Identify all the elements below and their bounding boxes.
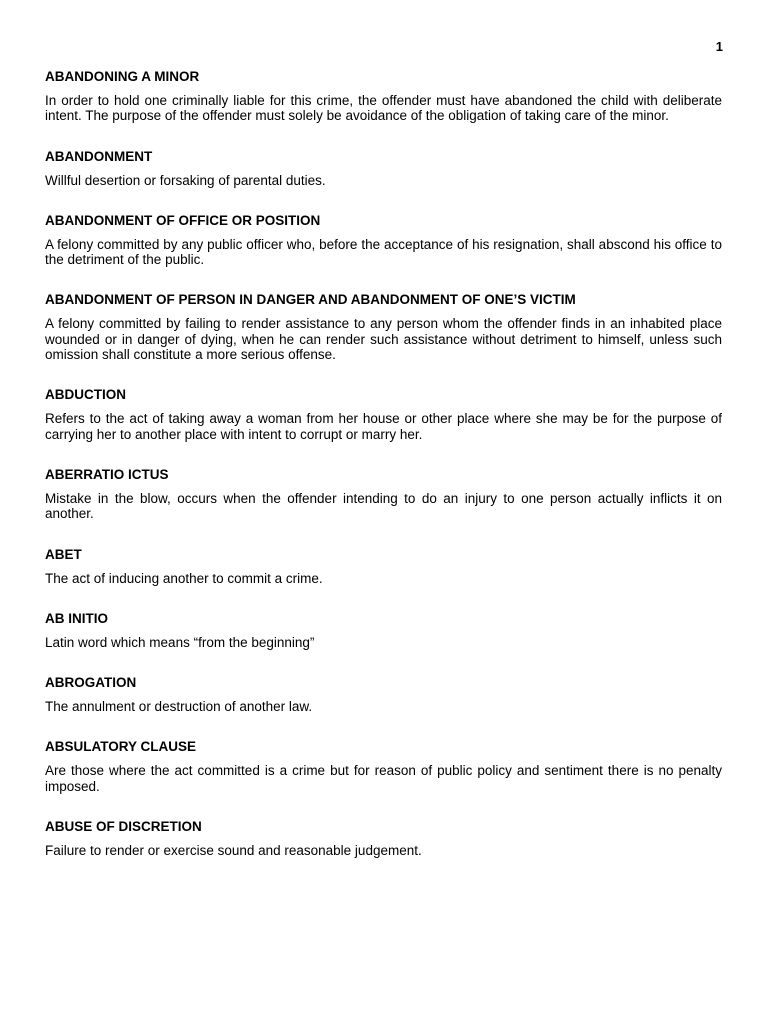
entry-term: ABDUCTION [45,387,126,403]
entry-definition: The annulment or destruction of another law. [45,699,313,715]
entry-definition: Mistake in the blow, occurs when the offender intending to do an injury to one person actually inflicts it on another. [45,490,722,522]
entry-definition: Latin word which means “from the beginning” [45,634,315,650]
entry-term: ABUSE OF DISCRETION [45,819,202,835]
entry-term: AB INITIO [45,610,108,626]
entry-term: ABANDONMENT OF OFFICE OR POSITION [45,212,321,228]
entry-definition: Failure to render or exercise sound and reasonable judgement. [45,843,422,859]
glossary-entry [45,69,722,124]
glossary-entry [45,149,722,188]
glossary-entry [45,213,722,268]
glossary-entry [45,387,722,442]
entry-definition: In order to hold one criminally liable for this crime, the offender must have abandoned the child with deliberate intent. The purpose of the offender must solely be avoidance of the obligation of taking care of the minor. [45,93,722,124]
entry-term: ABET [45,546,82,562]
entry-term: ABROGATION [45,675,137,691]
entry-term: ABANDONMENT OF PERSON IN DANGER AND ABANDONMENT OF ONE’S VICTIM [45,292,576,308]
page-number: 1 [715,39,723,54]
entry-definition: A felony committed by failing to render assistance to any person whom the offender finds in an inhabited place wounded or in danger of dying, when he can render such assistance without detriment to himself, unless such omission shall constitute a more serious offense. [45,316,722,363]
glossary-entry [45,819,722,858]
glossary-entries [45,69,722,883]
entry-definition: Willful desertion or forsaking of parental duties. [45,172,326,188]
glossary-entry [45,611,722,650]
entry-definition: A felony committed by any public officer who, before the acceptance of his resignation, shall abscond his office to the detriment of the public. [45,236,722,268]
entry-term: ABANDONING A MINOR [45,69,200,84]
entry-definition: Are those where the act committed is a crime but for reason of public policy and sentiment there is no penalty imposed. [45,763,722,794]
glossary-entry [45,467,722,522]
glossary-entry [45,547,722,586]
glossary-entry [45,739,722,794]
entry-definition: The act of inducing another to commit a crime. [45,570,323,586]
entry-term: ABERRATIO ICTUS [45,466,169,482]
entry-term: ABSULATORY CLAUSE [45,739,197,755]
glossary-entry [45,675,722,714]
entry-definition: Refers to the act of taking away a woman from her house or other place where she may be for the purpose of carrying her to another place with intent to corrupt or marry her. [45,411,722,442]
glossary-entry [45,292,722,362]
entry-term: ABANDONMENT [45,148,153,164]
